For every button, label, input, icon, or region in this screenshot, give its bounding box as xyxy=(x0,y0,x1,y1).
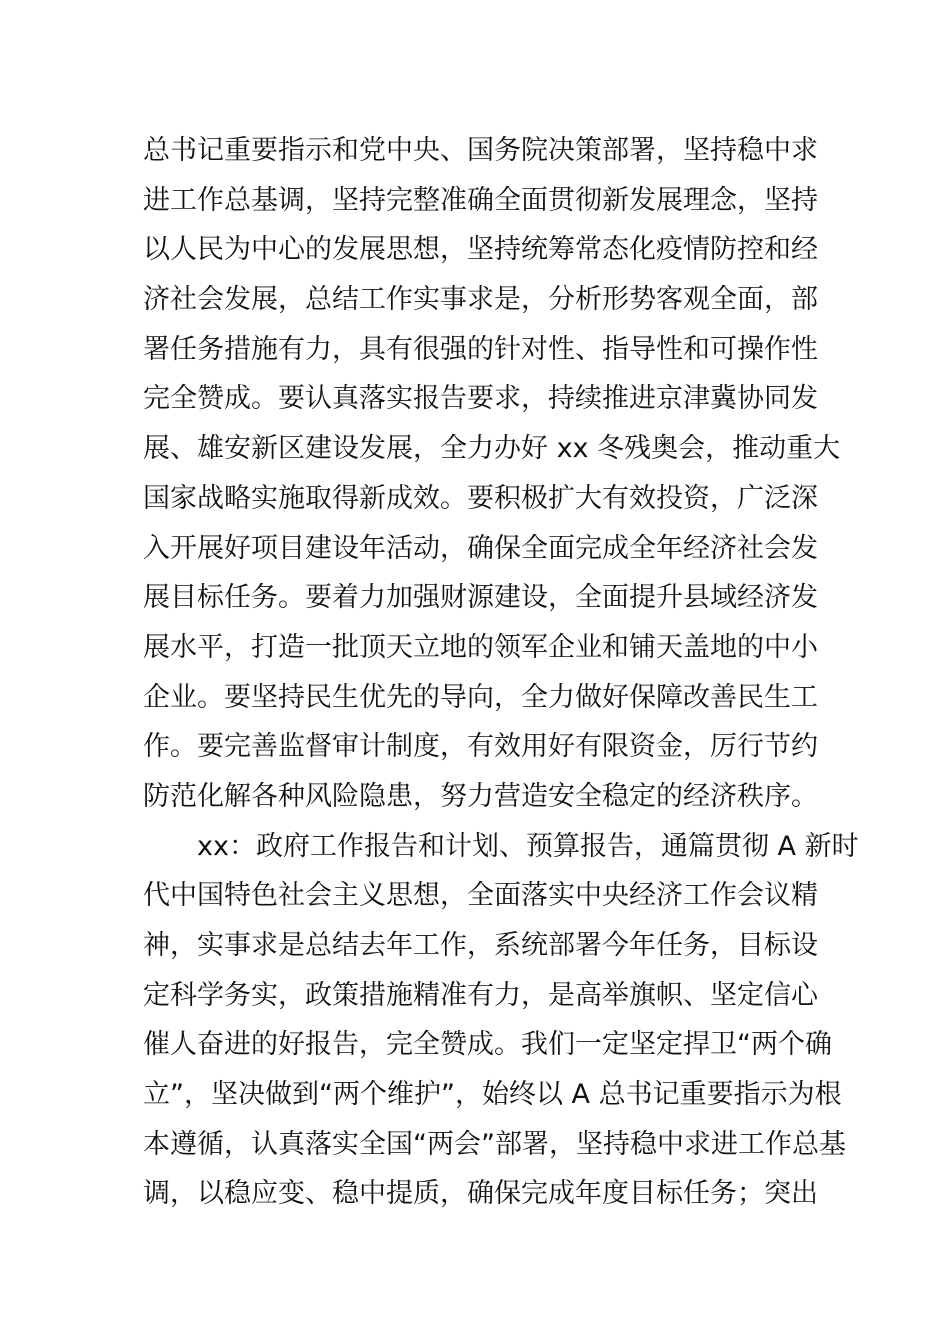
text-line: 以人民为中心的发展思想，坚持统筹常态化疫情防控和经 xyxy=(143,234,818,266)
text-line: 完全赞成。要认真落实报告要求，持续推进京津冀协同发 xyxy=(143,383,818,415)
text-line: 总书记重要指示和党中央、国务院决策部署，坚持稳中求 xyxy=(143,135,818,166)
text-line: 作。要完善监督审计制度，有效用好有限资金，厉行节约 xyxy=(143,731,818,763)
text-line: 入开展好项目建设年活动，确保全面完成全年经济社会发 xyxy=(143,532,818,564)
text-line: 立”，坚决做到“两个维护”，始终以 A 总书记重要指示为根 xyxy=(143,1079,842,1111)
text-line: 国家战略实施取得新成效。要积极扩大有效投资，广泛深 xyxy=(143,482,818,514)
text-line: 展水平，打造一批顶天立地的领军企业和铺天盖地的中小 xyxy=(143,631,818,663)
text-line: 神，实事求是总结去年工作，系统部署今年任务，目标设 xyxy=(143,930,818,961)
text-line: 企业。要坚持民生优先的导向，全力做好保障改善民生工 xyxy=(143,681,818,713)
text-line: 代中国特色社会主义思想，全面落实中央经济工作会议精 xyxy=(143,880,818,912)
text-line: 调，以稳应变、稳中提质，确保完成年度目标任务；突出 xyxy=(143,1178,818,1210)
text-line: 本遵循，认真落实全国“两会”部署，坚持稳中求进工作总基 xyxy=(143,1128,846,1160)
paragraph-start-line: xx：政府工作报告和计划、预算报告，通篇贯彻 A 新时 xyxy=(197,830,859,862)
text-line: 济社会发展，总结工作实事求是，分析形势客观全面，部 xyxy=(143,284,818,316)
body-text xyxy=(143,126,859,1219)
text-line: 防范化解各种风险隐患，努力营造安全稳定的经济秩序。 xyxy=(143,780,818,812)
text-line: 展目标任务。要着力加强财源建设，全面提升县域经济发 xyxy=(143,582,818,614)
text-line: 署任务措施有力，具有很强的针对性、指导性和可操作性 xyxy=(143,333,818,365)
text-line: 催人奋进的好报告，完全赞成。我们一定坚定捍卫“两个确 xyxy=(143,1029,832,1061)
text-line: 展、雄安新区建设发展，全力办好 xx 冬残奥会，推动重大 xyxy=(143,433,841,465)
text-line: 进工作总基调，坚持完整准确全面贯彻新发展理念，坚持 xyxy=(143,184,818,216)
text-line: 定科学务实，政策措施精准有力，是高举旗帜、坚定信心 xyxy=(143,979,818,1011)
